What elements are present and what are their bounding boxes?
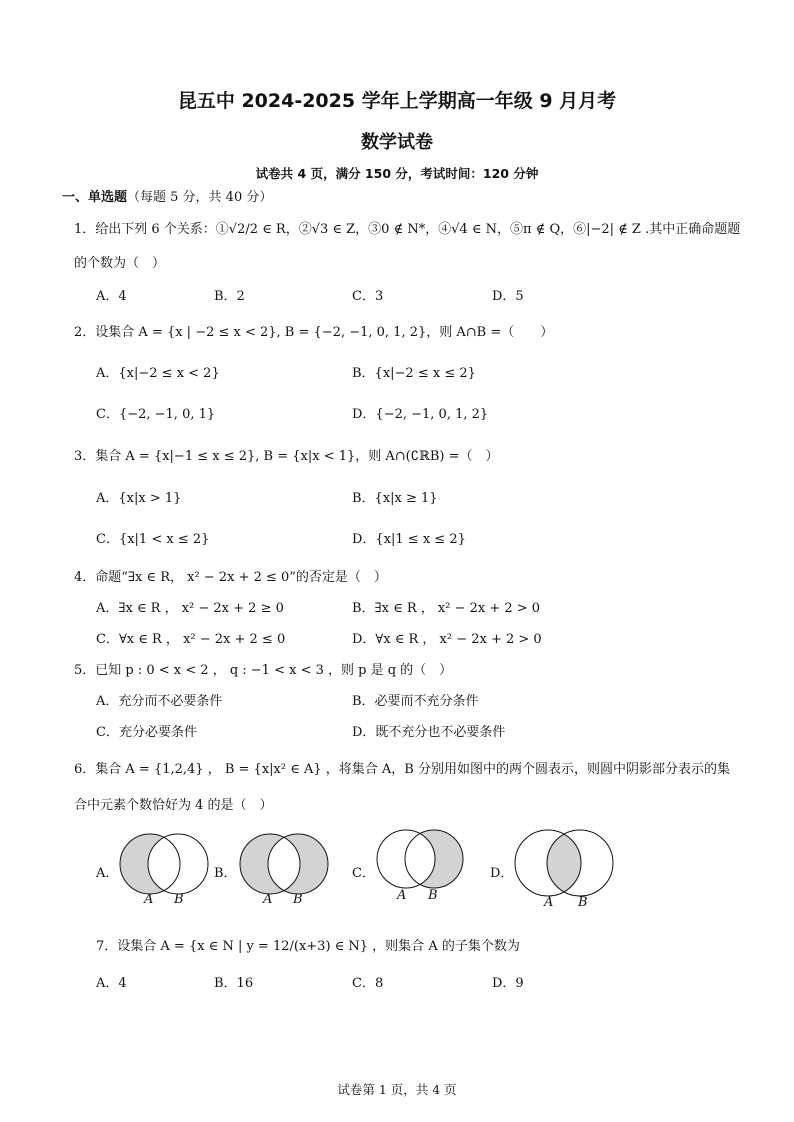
q5-option-b: B．必要而不充分条件 [352,694,479,709]
q6-option-d: D． [490,866,514,881]
q3-option-a: A．{x|x > 1} [96,491,182,506]
exam-subtitle: 数学试卷 [361,132,433,153]
q6-option-c: C． [352,866,375,881]
q6-option-b: B． [214,866,237,881]
venn-diagram-d [512,826,616,900]
question-5-stem: 5．已知 p : 0 < x < 2 ， q : −1 < x < 3 ，则 p 是 q 的（ ） [74,663,453,678]
q1-option-d: D．5 [492,289,524,304]
question-1-stem: 1．给出下列 6 个关系：①√2/2 ∈ R，②√3 ∈ Z，③0 ∉ N*，④√4 ∈ N，⑤π ∉ Q，⑥|−2| ∉ Z .其中正确命题题 [74,222,741,237]
q5-option-c: C．充分必要条件 [96,725,197,740]
q1-option-c: C．3 [352,289,384,304]
section-heading [62,186,272,205]
q3-option-b: B．{x|x ≥ 1} [352,491,438,506]
venn-diagram-c [372,826,468,892]
venn-diagram-a [116,830,216,898]
q2-option-a: A．{x|−2 ≤ x < 2} [96,366,220,381]
question-6-stem: 6．集合 A = {1,2,4} ， B = {x|x² ∈ A} ，将集合 A，B 分别用如图中的两个圆表示，则圆中阴影部分表示的集 [74,762,730,777]
venn-d-label-a: A [544,895,554,910]
q1-option-b: B．2 [214,289,245,304]
venn-diagram-b [236,830,332,898]
question-4-stem: 4．命题“∃x ∈ R， x² − 2x + 2 ≤ 0”的否定是（ ） [74,570,387,585]
q7-option-c: C．8 [352,976,384,991]
exam-info: 试卷共 4 页，满分 150 分，考试时间：120 分钟 [255,166,539,181]
venn-c-label-a: A [397,888,407,903]
q5-option-a: A．充分而不必要条件 [96,694,223,709]
q7-option-a: A．4 [96,976,127,991]
venn-b-label-a: A [263,892,273,907]
q3-option-c: C．{x|1 < x ≤ 2} [96,532,210,547]
question-6-stem-cont: 合中元素个数恰好为 4 的是（ ） [74,798,273,813]
question-7-stem: 7．设集合 A = {x ∈ N | y = 12/(x+3) ∈ N} ，则集合 A 的子集个数为 [96,939,520,954]
venn-a-label-b: B [174,892,184,907]
venn-a-label-a: A [144,892,154,907]
exam-title: 昆五中 2024-2025 学年上学期高一年级 9 月月考 [177,90,617,112]
q6-option-a: A． [96,866,119,881]
venn-c-label-b: B [428,888,438,903]
q4-option-c: C．∀x ∈ R ， x² − 2x + 2 ≤ 0 [96,632,286,647]
q1-option-a: A．4 [96,289,127,304]
section-note: （每题 5 分，共 40 分） [127,190,273,205]
q7-option-b: B．16 [214,976,254,991]
venn-b-label-b: B [293,892,303,907]
venn-d-label-b: B [578,895,588,910]
page-footer: 试卷第 1 页，共 4 页 [337,1082,457,1097]
q3-option-d: D．{x|1 ≤ x ≤ 2} [352,532,466,547]
q2-option-c: C．{−2, −1, 0, 1} [96,407,216,422]
q2-option-d: D．{−2, −1, 0, 1, 2} [352,407,489,422]
q4-option-d: D．∀x ∈ R ， x² − 2x + 2 > 0 [352,632,542,647]
q7-option-d: D．9 [492,976,524,991]
q4-option-a: A．∃x ∈ R ， x² − 2x + 2 ≥ 0 [96,601,284,616]
q5-option-d: D．既不充分也不必要条件 [352,725,506,740]
q2-option-b: B．{x|−2 ≤ x ≤ 2} [352,366,476,381]
question-3-stem: 3．集合 A = {x|−1 ≤ x ≤ 2}, B = {x|x < 1}，则 A∩(∁ℝB) =（ ） [74,449,499,464]
question-2-stem: 2．设集合 A = {x | −2 ≤ x < 2}, B = {−2, −1, 0, 1, 2}，则 A∩B =（ ） [74,325,554,340]
q4-option-b: B．∃x ∈ R ， x² − 2x + 2 > 0 [352,601,541,616]
question-1-stem-cont: 的个数为（ ） [74,256,166,271]
section-label: 一、单选题 [62,190,128,205]
